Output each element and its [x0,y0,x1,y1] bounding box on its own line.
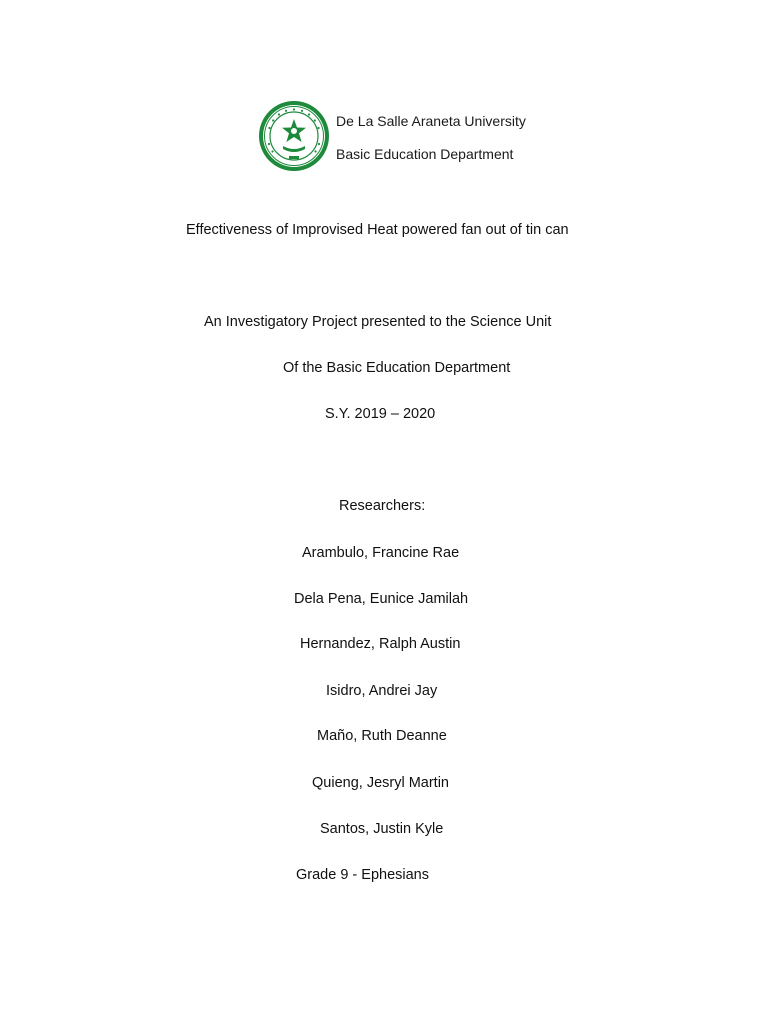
researcher-name: Quieng, Jesryl Martin [312,775,449,791]
researcher-name: Isidro, Andrei Jay [326,683,438,699]
project-title: Effectiveness of Improvised Heat powered fan out of tin can [186,222,569,238]
school-year: S.Y. 2019 – 2020 [325,406,436,422]
researcher-name: Hernandez, Ralph Austin [300,636,461,652]
grade-section: Grade 9 - Ephesians [296,867,429,883]
presentation-line-2: Of the Basic Education Department [283,360,511,376]
researcher-name: Arambulo, Francine Rae [302,545,460,561]
document-header [258,98,558,174]
department-name: Basic Education Department [336,146,514,162]
university-seal-icon [258,100,330,172]
researchers-label: Researchers: [339,498,426,514]
university-name: De La Salle Araneta University [336,113,526,129]
researcher-name: Maño, Ruth Deanne [317,728,447,744]
researcher-name: Dela Pena, Eunice Jamilah [294,591,469,607]
presentation-line-1: An Investigatory Project presented to the Science Unit [204,314,552,330]
researcher-name: Santos, Justin Kyle [320,821,444,837]
